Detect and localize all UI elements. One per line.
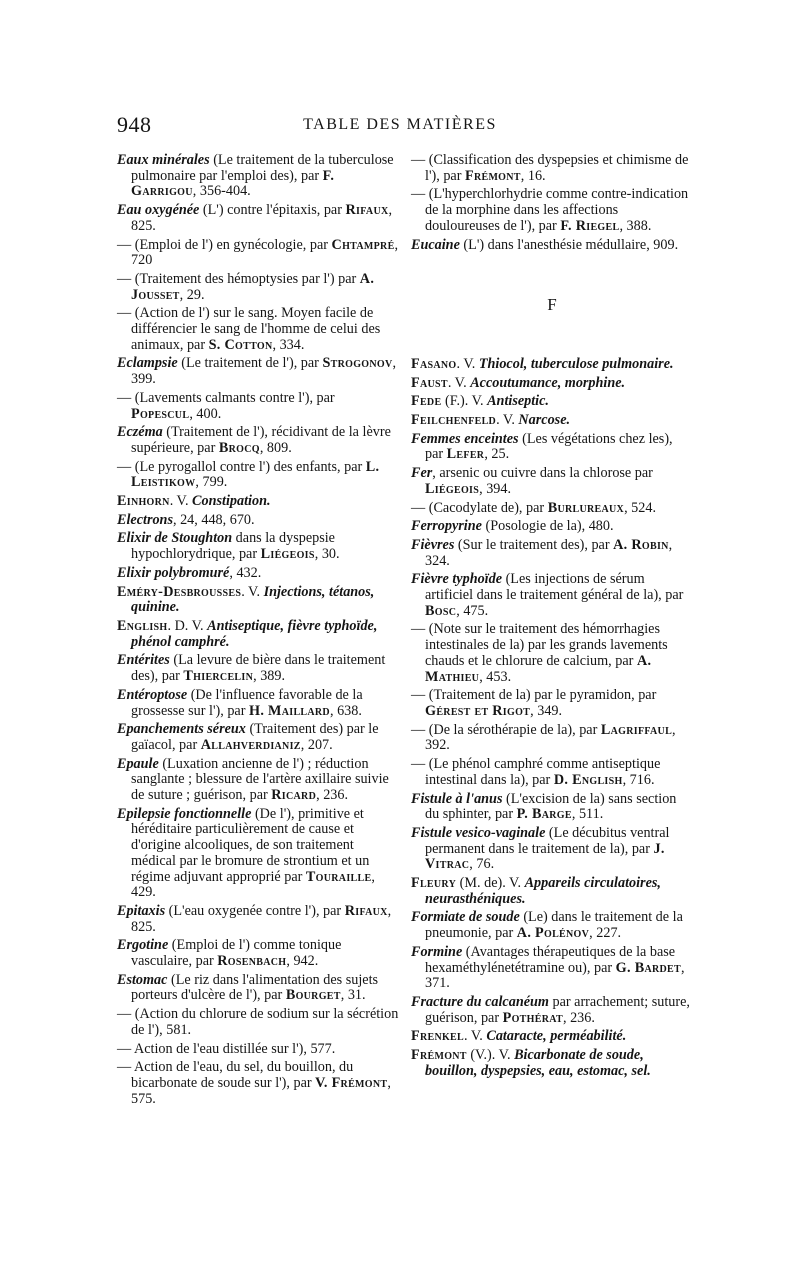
- entry-text: (La levure de bière dans le traitement des), par: [131, 652, 386, 685]
- entry-text: (L'excision de la) sans section du sphinter, par: [425, 790, 677, 823]
- entry-reference: , 16.: [520, 167, 546, 184]
- entry-author: F. Riegel: [560, 217, 620, 234]
- entry-author: Popescul: [131, 405, 190, 422]
- entry-dash: —: [411, 756, 429, 773]
- entry-author: Liégeois: [260, 546, 315, 563]
- index-entry: [411, 187, 693, 234]
- entry-author: English: [117, 617, 168, 634]
- entry-text: (L'hyperchlorhydrie comme contre-indication de la morphine dans les affections douloureuses de l'), par: [425, 186, 689, 234]
- index-entry: [117, 460, 399, 491]
- entry-reference: , 475.: [456, 602, 489, 619]
- entry-reference: , 324.: [425, 536, 673, 569]
- entry-text: (Traitement de l'), récidivant de la lèvre supérieure, par: [131, 424, 391, 456]
- entry-reference: . V.: [447, 374, 471, 391]
- index-entry: [117, 973, 399, 1004]
- entry-text: (L') contre l'épitaxis, par: [199, 202, 346, 219]
- entry-see-also: Accoutumance, morphine.: [470, 374, 626, 391]
- entry-reference: , 356-404.: [192, 183, 251, 200]
- index-entry: [117, 619, 399, 650]
- entry-reference: , 825.: [131, 202, 393, 234]
- entry-text: , 432.: [229, 564, 262, 581]
- entry-reference: . V.: [464, 1028, 487, 1045]
- entry-author: Eméry-Desbrousses: [117, 583, 242, 600]
- entry-reference: , 29.: [179, 286, 205, 303]
- entry-reference: , 453.: [479, 668, 512, 685]
- index-entry: [117, 391, 399, 422]
- index-entry: [117, 904, 399, 935]
- entry-author: Gérest et Rigot: [425, 702, 531, 719]
- entry-text: (L'eau oxygenée contre l'), par: [165, 902, 345, 919]
- entry-reference: , 394.: [479, 480, 512, 497]
- entry-author: Fleury: [411, 875, 457, 892]
- entry-reference: , 30.: [314, 546, 340, 563]
- entry-author: L. Leistikow: [131, 458, 380, 491]
- entry-reference: . D. V.: [167, 617, 208, 634]
- entry-reference: , 227.: [589, 925, 622, 942]
- entry-see-also: Cataracte, perméabilité.: [486, 1028, 627, 1045]
- index-entry: [411, 910, 693, 941]
- entry-keyword: Fièvre typhoïde: [411, 571, 503, 588]
- entry-reference: . V.: [241, 583, 264, 600]
- index-entry: [411, 826, 693, 873]
- index-entry: [117, 722, 399, 753]
- entry-dash: —: [117, 1006, 135, 1023]
- entry-keyword: Fer: [411, 465, 433, 482]
- entry-reference: (V.). V.: [466, 1047, 515, 1064]
- index-entry: [117, 566, 399, 582]
- entry-see-also: Bicarbonate de soude, bouillon, dyspepsies, eau, estomac, sel.: [425, 1047, 651, 1079]
- entry-dash: —: [117, 1059, 134, 1076]
- entry-reference: , 638.: [329, 702, 362, 719]
- index-entry: [117, 238, 399, 269]
- entry-reference: , 334.: [272, 336, 305, 353]
- index-entry: [411, 357, 693, 373]
- index-entry: [411, 757, 693, 788]
- right-column-top-entries: [411, 153, 693, 253]
- index-entry: [117, 153, 399, 200]
- entry-reference: , 799.: [195, 474, 228, 491]
- entry-text: (Posologie de la), 480.: [481, 518, 614, 535]
- entry-keyword: Estomac: [117, 971, 168, 988]
- entry-keyword: Eucaine: [411, 236, 460, 253]
- entry-text: (Action du chlorure de sodium sur la sécrétion de l'), 581.: [131, 1006, 399, 1038]
- entry-author: A. Jousset: [131, 270, 375, 303]
- entry-keyword: Epitaxis: [117, 902, 166, 919]
- entry-reference: . V.: [169, 493, 193, 510]
- entry-dash: —: [411, 186, 429, 203]
- entry-keyword: Eclampsie: [117, 355, 178, 372]
- entry-keyword: Entéroptose: [117, 686, 188, 703]
- entry-text: (Les injections de sérum artificiel dans le traitement général de la), par: [425, 571, 684, 604]
- index-entry: [117, 757, 399, 804]
- entry-reference: , 388.: [619, 217, 652, 234]
- entry-keyword: Ferropyrine: [411, 518, 482, 535]
- entry-see-also: Antiseptique, fièvre typhoïde, phénol camphré.: [131, 617, 378, 650]
- index-entry: [117, 531, 399, 562]
- entry-text: (Le phénol camphré comme antiseptique intestinal dans la), par: [425, 756, 661, 788]
- entry-keyword: Formiate de soude: [411, 909, 520, 926]
- entry-author: Rosenbach: [217, 953, 287, 970]
- entry-author: V. Frémont: [315, 1074, 388, 1091]
- entry-dash: —: [117, 389, 135, 406]
- entry-text: (Action de l') sur le sang. Moyen facile de différencier le sang de l'homme de celui des animaux, par: [131, 305, 381, 353]
- index-entry: [411, 792, 693, 823]
- entry-author: Fede: [411, 393, 442, 410]
- entry-dash: —: [411, 721, 429, 738]
- entry-reference: , 720: [131, 236, 399, 269]
- index-entry: [117, 807, 399, 901]
- entry-text: , 24, 448, 670.: [172, 511, 255, 528]
- index-entry: [411, 622, 693, 685]
- entry-reference: , 207.: [300, 736, 333, 753]
- index-entry: [117, 203, 399, 234]
- entry-author: Bourget: [285, 987, 341, 1004]
- entry-author: F. Garrigou: [131, 167, 335, 200]
- entry-text: (Sur le traitement des), par: [454, 536, 614, 553]
- index-entry: [117, 356, 399, 387]
- entry-author: Burlureaux: [547, 499, 625, 516]
- index-entry: [117, 688, 399, 719]
- entry-reference: , 429.: [131, 868, 375, 901]
- entry-keyword: Elixir de Stoughton: [117, 530, 233, 547]
- index-entry: [411, 466, 693, 497]
- entry-keyword: Ergotine: [117, 937, 169, 954]
- entry-author: Brocq: [218, 439, 260, 456]
- entry-keyword: Electrons: [117, 511, 173, 528]
- page-header: [0, 112, 800, 142]
- entry-reference: . V.: [496, 412, 519, 429]
- entry-author: Strogonov: [322, 355, 393, 372]
- entry-keyword: Formine: [411, 943, 463, 960]
- entry-keyword: Epilepsie fonctionnelle: [117, 805, 252, 822]
- index-entry: [411, 945, 693, 992]
- entry-author: Rifaux: [345, 202, 389, 219]
- index-entry: [411, 432, 693, 463]
- entry-reference: , 809.: [259, 439, 292, 456]
- entry-author: Thiercelin: [183, 668, 254, 685]
- entry-reference: , 371.: [425, 959, 685, 992]
- index-entry: [117, 653, 399, 684]
- entry-reference: , 25.: [484, 446, 510, 463]
- entry-reference: , 392.: [425, 721, 676, 754]
- entry-text: (Le) dans le traitement de la pneumonie, par: [425, 909, 683, 942]
- index-entry: [411, 501, 693, 517]
- entry-dash: —: [411, 621, 429, 638]
- entry-keyword: Eau oxygénée: [117, 202, 200, 219]
- entry-text: (Traitement de la) par le pyramidon, par: [428, 687, 657, 704]
- entry-author: D. English: [553, 771, 623, 788]
- index-entry: [411, 519, 693, 535]
- entry-author: S. Cotton: [208, 336, 273, 353]
- entry-keyword: Fracture du calcanéum: [411, 993, 549, 1010]
- entry-see-also: Injections, tétanos, quinine.: [131, 583, 375, 616]
- entry-reference: , 31.: [340, 987, 366, 1004]
- entry-author: Allahverdianiz: [200, 736, 301, 753]
- entry-author: Bosc: [425, 602, 457, 619]
- index-entry: [117, 585, 399, 616]
- section-letter: F: [547, 295, 557, 315]
- index-entry: [411, 1029, 693, 1045]
- entry-text: (Le traitement de l'), par: [177, 355, 323, 372]
- entry-keyword: Epanchements séreux: [117, 721, 246, 738]
- entry-text: (Emploi de l') en gynécologie, par: [134, 236, 332, 253]
- entry-keyword: Elixir polybromuré: [117, 564, 230, 581]
- entry-text: (Lavements calmants contre l'), par: [134, 389, 335, 406]
- index-entry: [411, 394, 693, 410]
- entry-see-also: Thiocol, tuberculose pulmonaire.: [478, 355, 674, 372]
- entry-keyword: Eczéma: [117, 424, 163, 441]
- entry-author: Rifaux: [344, 902, 388, 919]
- running-title: TABLE DES MATIÈRES: [303, 116, 497, 133]
- entry-author: Lefer: [446, 446, 485, 463]
- entry-text: , arsenic ou cuivre dans la chlorose par: [432, 465, 653, 482]
- entry-text: (Luxation ancienne de l') ; réduction sanglante ; blessure de l'artère axillaire suivie de suture ; guérison, par: [131, 755, 389, 804]
- entry-text: (Note sur le traitement des hémorrhagies intestinales de la) par les grands lavements chauds et le chlorure de calcium, par: [425, 621, 668, 669]
- entry-reference: , 524.: [624, 499, 656, 516]
- entry-text: (Les végétations chez les), par: [425, 430, 673, 463]
- index-entry: [117, 1060, 399, 1107]
- entry-dash: —: [117, 236, 135, 253]
- page-number: 948: [117, 112, 152, 137]
- entry-author: Feilchenfeld: [411, 412, 497, 429]
- entry-dash: —: [117, 1040, 134, 1057]
- entry-reference: , 389.: [253, 668, 286, 685]
- index-entry: [411, 1048, 693, 1079]
- entry-see-also: Narcose.: [518, 412, 571, 429]
- index-entry: [411, 995, 693, 1026]
- entry-dash: —: [117, 458, 135, 475]
- entry-text: (Emploi de l') comme tonique vasculaire, par: [131, 937, 342, 970]
- entry-reference: , 349.: [530, 702, 563, 719]
- entry-reference: (F.). V.: [441, 393, 488, 410]
- entry-dash: —: [117, 305, 135, 322]
- entry-see-also: Constipation.: [192, 493, 271, 510]
- index-entry: [411, 376, 693, 392]
- entry-keyword: Femmes enceintes: [411, 430, 519, 447]
- entry-text: (Classification des dyspepsies et chimisme de l'), par: [425, 152, 689, 184]
- entry-text: Action de l'eau, du sel, du bouillon, du bicarbonate de soude sur l'), par: [131, 1059, 354, 1091]
- entry-keyword: Entérites: [117, 652, 170, 669]
- entry-author: A. Robin: [613, 536, 669, 553]
- entry-see-also: Appareils circulatoires, neurasthéniques.: [425, 875, 661, 907]
- entry-text: (De la sérothérapie de la), par: [428, 721, 601, 738]
- index-entry: [411, 538, 693, 569]
- entry-reference: , 236.: [316, 787, 349, 804]
- entry-author: Pothérat: [502, 1009, 563, 1026]
- entry-text: (Traitement des) par le gaïacol, par: [131, 721, 379, 753]
- right-column-bottom-entries: [411, 357, 693, 1080]
- entry-author: Einhorn: [117, 493, 170, 510]
- index-entry: [117, 1042, 399, 1058]
- index-entry: [411, 413, 693, 429]
- entry-text: (L') dans l'anesthésie médullaire, 909.: [459, 236, 679, 253]
- entry-author: Touraille: [305, 868, 372, 885]
- entry-author: Lagriffaul: [600, 721, 673, 738]
- entry-reference: , 575.: [131, 1074, 391, 1107]
- entry-reference: , 942.: [286, 953, 319, 970]
- index-entry: [117, 306, 399, 353]
- entry-author: Ricard: [271, 787, 317, 804]
- entry-dash: —: [117, 270, 135, 287]
- entry-reference: , 825.: [131, 902, 392, 935]
- entry-text: (Traitement des hémoptysies par l') par: [134, 270, 360, 287]
- entry-author: Frémont: [464, 167, 521, 184]
- entry-author: P. Barge: [516, 806, 572, 823]
- index-entry: [117, 494, 399, 510]
- index-entry: [411, 723, 693, 754]
- entry-author: Faust: [411, 374, 448, 391]
- entry-reference: , 236.: [562, 1009, 595, 1026]
- index-entry: [117, 938, 399, 969]
- entry-author: Liégeois: [425, 480, 480, 497]
- left-column: [117, 153, 399, 1110]
- entry-text: (Le traitement de la tuberculose pulmonaire par l'emploi des), par: [131, 152, 394, 184]
- entry-keyword: Epaule: [117, 755, 159, 772]
- entry-reference: , 76.: [469, 856, 495, 873]
- entry-keyword: Fistule vesico-vaginale: [411, 824, 546, 841]
- entry-text: (De l'), primitive et héréditaire particulièrement de cause et d'origine alcooliques, de son traitement médical par le bromure de strontium et un régime adjuvant approprié par: [131, 805, 370, 885]
- entry-author: A. Polénov: [516, 925, 590, 942]
- index-entry: [411, 876, 693, 907]
- entry-author: H. Maillard: [249, 702, 330, 719]
- entry-text: (Le pyrogallol contre l') des enfants, par: [134, 458, 366, 475]
- index-entry: [117, 513, 399, 529]
- entry-author: G. Bardet: [615, 959, 681, 976]
- entry-reference: (M. de). V.: [456, 875, 525, 892]
- entry-text: Action de l'eau distillée sur l'), 577.: [133, 1040, 336, 1057]
- entry-author: Frenkel: [411, 1028, 464, 1045]
- entry-author: J. Vitrac: [425, 840, 665, 873]
- entry-text: (Avantages thérapeutiques de la base hexaméthylénetétramine ou), par: [425, 943, 676, 976]
- entry-text: par arrachement; suture, guérison, par: [425, 993, 690, 1026]
- entry-reference: . V.: [456, 355, 479, 372]
- entry-text: (Cacodylate de), par: [428, 499, 548, 516]
- entry-author: Frémont: [411, 1047, 467, 1064]
- entry-author: A. Mathieu: [425, 652, 652, 685]
- entry-keyword: Fièvres: [411, 536, 455, 553]
- entry-reference: , 399.: [131, 355, 397, 388]
- entry-reference: , 400.: [189, 405, 222, 422]
- entry-author: Chtampré: [331, 236, 395, 253]
- entry-text: (Le riz dans l'alimentation des sujets porteurs d'ulcère de l'), par: [131, 971, 379, 1004]
- entry-dash: —: [411, 152, 429, 168]
- index-entry: [117, 425, 399, 456]
- index-entry: [411, 688, 693, 719]
- entry-keyword: Fistule à l'anus: [411, 790, 503, 807]
- entry-text: (De l'influence favorable de la grossesse sur l'), par: [131, 686, 363, 719]
- entry-text: dans la dyspepsie hypochlorydrique, par: [131, 530, 335, 563]
- index-entry: [411, 238, 693, 254]
- entry-text: (Le décubitus ventral permanent dans le traitement de la), par: [425, 824, 670, 857]
- entry-see-also: Antiseptic.: [487, 393, 549, 410]
- entry-author: Fasano: [411, 355, 457, 372]
- entry-dash: —: [411, 687, 429, 704]
- index-entry: [117, 272, 399, 303]
- entry-reference: , 511.: [571, 806, 604, 823]
- right-column: [411, 153, 693, 1082]
- entry-reference: , 716.: [622, 771, 655, 788]
- index-entry: [117, 1007, 399, 1038]
- index-entry: [411, 153, 693, 184]
- entry-keyword: Eaux minérales: [117, 152, 210, 168]
- index-entry: [411, 572, 693, 619]
- entry-dash: —: [411, 499, 429, 516]
